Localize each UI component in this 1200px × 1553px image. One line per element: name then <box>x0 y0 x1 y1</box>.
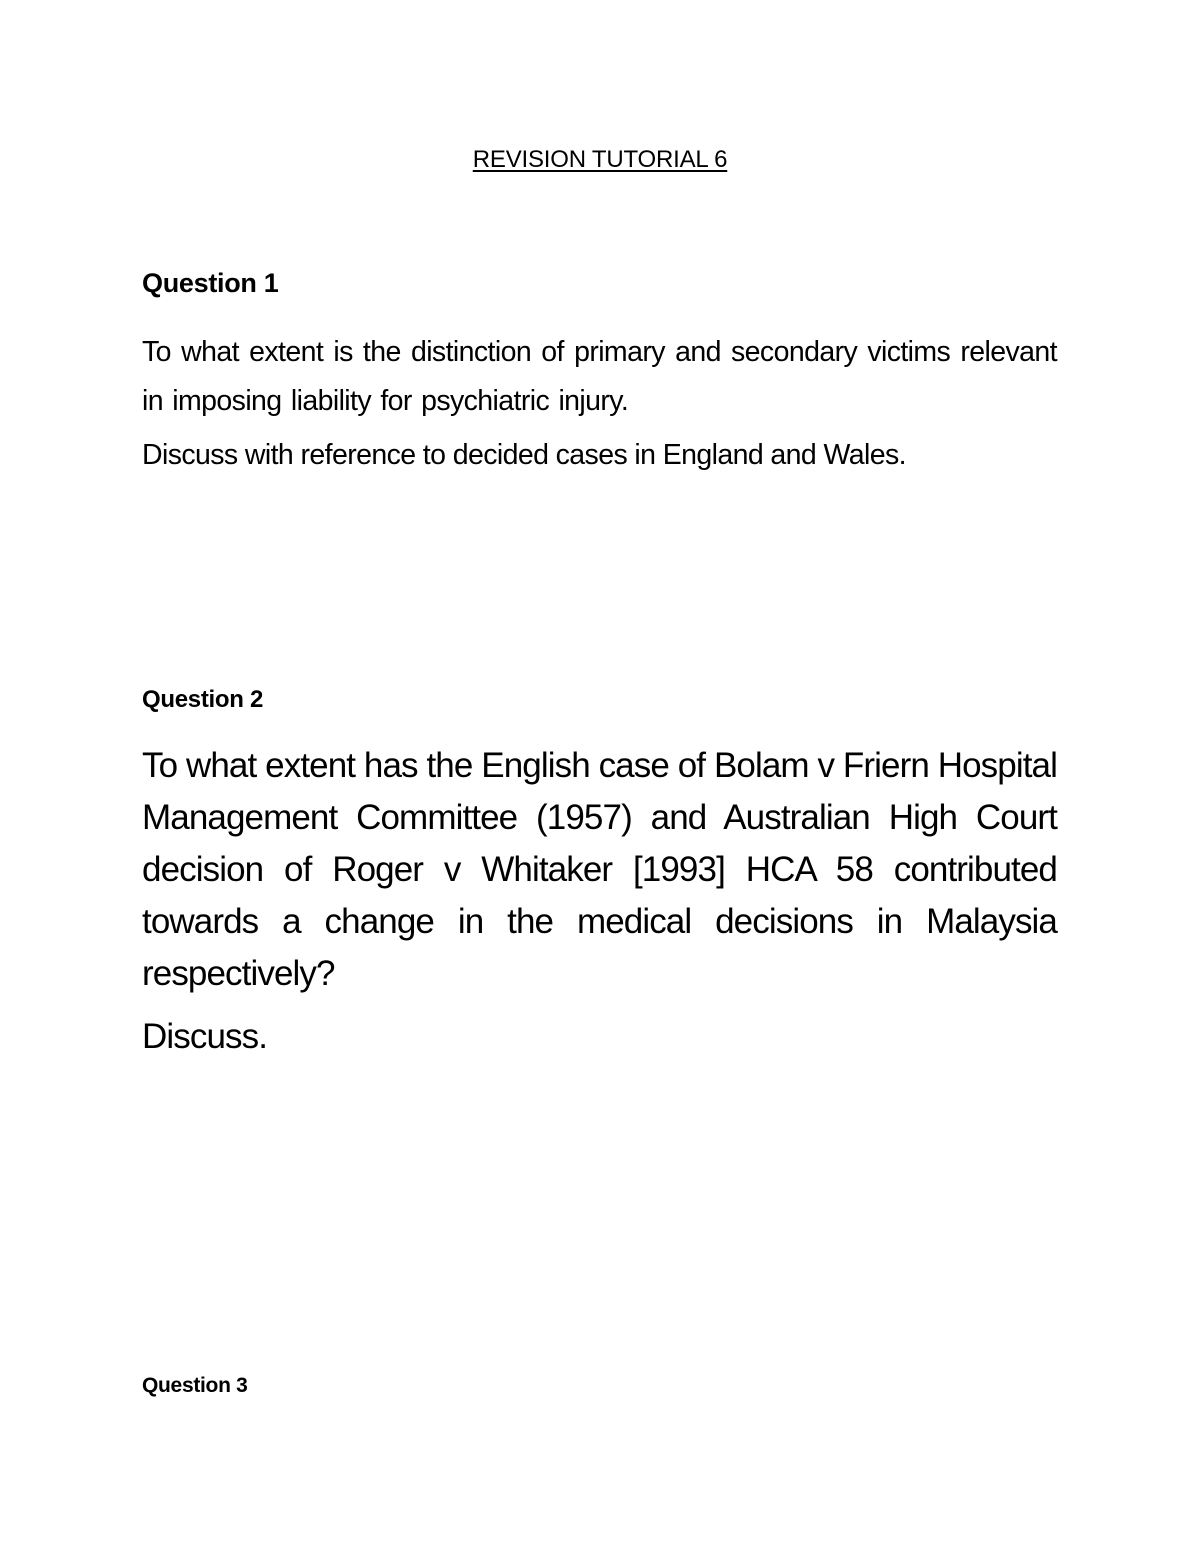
document-title: REVISION TUTORIAL 6 <box>472 146 728 173</box>
question-2-heading: Question 2 <box>142 686 264 713</box>
question-2-text: To what extent has the English case of Bolam v Friern Hospital Management Committee (1957) and Australian High Court decision of Roger v Whitaker [1993] HCA 58 contributed towards a change in the medical decisions in Malaysia respectively? <box>142 746 1057 993</box>
question-1-heading: Question 1 <box>142 268 279 298</box>
question-3-heading: Question 3 <box>142 1374 248 1397</box>
question-1-instruction: Discuss with reference to decided cases in England and Wales. <box>142 439 906 471</box>
question-1-text: To what extent is the distinction of primary and secondary victims relevant in imposing liability for psychiatric injury. <box>142 336 1057 417</box>
question-2-instruction: Discuss. <box>142 1017 268 1056</box>
